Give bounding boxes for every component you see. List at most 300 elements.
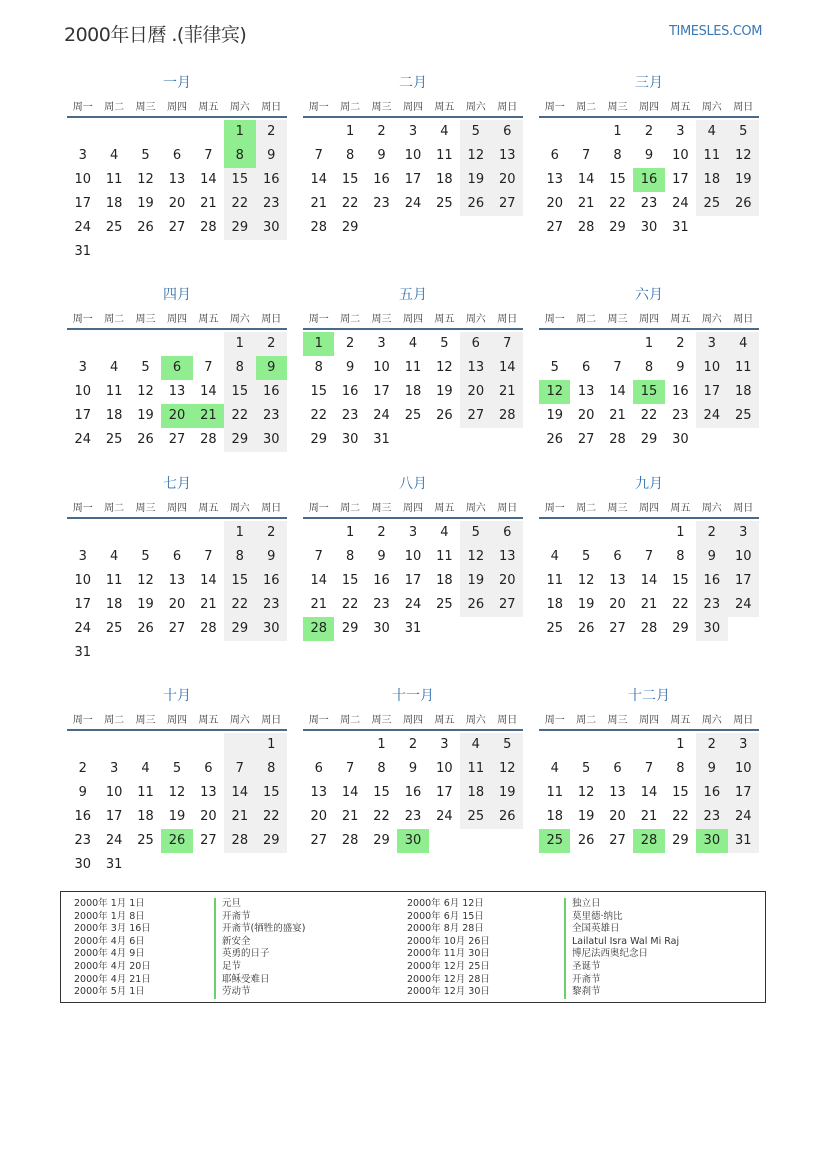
day-cell[interactable]: 5: [581, 549, 591, 564]
day-cell[interactable]: 17: [696, 380, 727, 404]
day-cell[interactable]: 7: [492, 332, 523, 356]
day-cell[interactable]: 8: [377, 761, 386, 776]
day-cell[interactable]: 24: [728, 593, 759, 617]
day-cell[interactable]: 14: [224, 781, 255, 805]
day-cell[interactable]: 26: [728, 192, 759, 216]
holiday-day-cell[interactable]: 8: [224, 144, 255, 168]
day-cell[interactable]: 5: [141, 360, 150, 375]
day-cell[interactable]: 15: [224, 380, 255, 404]
day-cell[interactable]: 19: [546, 408, 563, 423]
holiday-day-cell[interactable]: 28: [633, 829, 664, 853]
day-cell[interactable]: 24: [74, 432, 91, 447]
day-cell[interactable]: 3: [440, 737, 449, 752]
day-cell[interactable]: 10: [404, 549, 422, 564]
day-cell[interactable]: 11: [404, 360, 422, 375]
day-cell[interactable]: 4: [550, 761, 559, 776]
day-cell[interactable]: 28: [492, 404, 523, 428]
day-cell[interactable]: 14: [200, 384, 217, 399]
day-cell[interactable]: 9: [377, 148, 386, 163]
day-cell[interactable]: 28: [200, 220, 217, 235]
day-cell[interactable]: 24: [74, 220, 91, 235]
day-cell[interactable]: 24: [373, 408, 390, 423]
day-cell[interactable]: 11: [137, 785, 154, 800]
day-cell[interactable]: 4: [728, 332, 759, 356]
day-cell[interactable]: 6: [613, 761, 622, 776]
day-cell[interactable]: 16: [696, 781, 727, 805]
day-cell[interactable]: 13: [460, 356, 491, 380]
day-cell[interactable]: 24: [728, 805, 759, 829]
day-cell[interactable]: 5: [460, 120, 491, 144]
day-cell[interactable]: 1: [224, 332, 255, 356]
day-cell[interactable]: 22: [373, 809, 390, 824]
holiday-day-cell[interactable]: 12: [539, 380, 570, 404]
day-cell[interactable]: 29: [341, 621, 359, 636]
day-cell[interactable]: 14: [310, 573, 327, 588]
day-cell[interactable]: 2: [78, 761, 87, 776]
day-cell[interactable]: 21: [577, 196, 595, 211]
day-cell[interactable]: 24: [105, 833, 123, 848]
day-cell[interactable]: 15: [310, 384, 327, 399]
day-cell[interactable]: 30: [341, 432, 359, 447]
day-cell[interactable]: 15: [672, 573, 689, 588]
day-cell[interactable]: 21: [640, 809, 658, 824]
day-cell[interactable]: 25: [105, 621, 123, 636]
day-cell[interactable]: 24: [436, 809, 453, 824]
day-cell[interactable]: 14: [577, 172, 595, 187]
day-cell[interactable]: 3: [408, 124, 418, 139]
day-cell[interactable]: 7: [644, 549, 654, 564]
day-cell[interactable]: 25: [546, 621, 563, 636]
day-cell[interactable]: 21: [492, 380, 523, 404]
day-cell[interactable]: 22: [672, 809, 689, 824]
day-cell[interactable]: 14: [341, 785, 359, 800]
day-cell[interactable]: 30: [672, 432, 689, 447]
day-cell[interactable]: 7: [613, 360, 622, 375]
day-cell[interactable]: 3: [728, 521, 759, 545]
day-cell[interactable]: 4: [440, 124, 449, 139]
day-cell[interactable]: 3: [78, 360, 87, 375]
day-cell[interactable]: 29: [672, 621, 689, 636]
day-cell[interactable]: 17: [404, 172, 422, 187]
day-cell[interactable]: 6: [172, 549, 182, 564]
day-cell[interactable]: 25: [460, 805, 491, 829]
day-cell[interactable]: 26: [137, 432, 154, 447]
day-cell[interactable]: 19: [137, 597, 154, 612]
holiday-day-cell[interactable]: 28: [303, 617, 334, 641]
day-cell[interactable]: 23: [74, 833, 91, 848]
day-cell[interactable]: 9: [696, 545, 727, 569]
day-cell[interactable]: 2: [256, 521, 287, 545]
day-cell[interactable]: 27: [609, 833, 626, 848]
day-cell[interactable]: 24: [74, 621, 91, 636]
day-cell[interactable]: 29: [609, 220, 626, 235]
day-cell[interactable]: 12: [137, 573, 154, 588]
day-cell[interactable]: 10: [672, 148, 689, 163]
day-cell[interactable]: 1: [377, 737, 386, 752]
day-cell[interactable]: 12: [577, 573, 595, 588]
day-cell[interactable]: 28: [224, 829, 255, 853]
day-cell[interactable]: 8: [676, 761, 685, 776]
day-cell[interactable]: 29: [373, 833, 390, 848]
day-cell[interactable]: 9: [78, 785, 87, 800]
day-cell[interactable]: 20: [577, 408, 595, 423]
day-cell[interactable]: 6: [172, 148, 182, 163]
day-cell[interactable]: 13: [492, 545, 523, 569]
day-cell[interactable]: 1: [224, 521, 255, 545]
day-cell[interactable]: 11: [105, 384, 123, 399]
day-cell[interactable]: 26: [436, 408, 453, 423]
day-cell[interactable]: 13: [492, 144, 523, 168]
day-cell[interactable]: 15: [224, 168, 255, 192]
day-cell[interactable]: 2: [696, 521, 727, 545]
day-cell[interactable]: 30: [373, 621, 390, 636]
day-cell[interactable]: 22: [609, 196, 626, 211]
day-cell[interactable]: 31: [74, 645, 91, 660]
day-cell[interactable]: 25: [728, 404, 759, 428]
day-cell[interactable]: 27: [200, 833, 217, 848]
day-cell[interactable]: 5: [728, 120, 759, 144]
day-cell[interactable]: 6: [492, 120, 523, 144]
day-cell[interactable]: 19: [460, 168, 491, 192]
day-cell[interactable]: 24: [404, 597, 422, 612]
day-cell[interactable]: 11: [105, 172, 123, 187]
holiday-day-cell[interactable]: 26: [161, 829, 192, 853]
day-cell[interactable]: 1: [345, 525, 355, 540]
day-cell[interactable]: 9: [256, 144, 287, 168]
day-cell[interactable]: 27: [546, 220, 563, 235]
day-cell[interactable]: 21: [200, 597, 217, 612]
day-cell[interactable]: 23: [672, 408, 689, 423]
day-cell[interactable]: 29: [310, 432, 327, 447]
day-cell[interactable]: 8: [256, 757, 287, 781]
day-cell[interactable]: 21: [640, 597, 658, 612]
day-cell[interactable]: 4: [696, 120, 727, 144]
day-cell[interactable]: 19: [436, 384, 453, 399]
day-cell[interactable]: 28: [200, 621, 217, 636]
day-cell[interactable]: 19: [137, 408, 154, 423]
day-cell[interactable]: 14: [609, 384, 626, 399]
day-cell[interactable]: 20: [168, 597, 186, 612]
day-cell[interactable]: 10: [404, 148, 422, 163]
day-cell[interactable]: 14: [492, 356, 523, 380]
day-cell[interactable]: 20: [200, 809, 217, 824]
day-cell[interactable]: 15: [341, 172, 359, 187]
day-cell[interactable]: 15: [672, 785, 689, 800]
day-cell[interactable]: 5: [141, 549, 150, 564]
day-cell[interactable]: 30: [696, 617, 727, 641]
day-cell[interactable]: 6: [581, 360, 591, 375]
day-cell[interactable]: 29: [640, 432, 658, 447]
day-cell[interactable]: 12: [168, 785, 186, 800]
day-cell[interactable]: 12: [137, 172, 154, 187]
day-cell[interactable]: 30: [74, 857, 91, 872]
day-cell[interactable]: 28: [200, 432, 217, 447]
day-cell[interactable]: 10: [74, 384, 91, 399]
day-cell[interactable]: 5: [550, 360, 559, 375]
holiday-day-cell[interactable]: 6: [161, 356, 192, 380]
day-cell[interactable]: 16: [373, 172, 390, 187]
day-cell[interactable]: 19: [577, 809, 595, 824]
day-cell[interactable]: 19: [137, 196, 154, 211]
day-cell[interactable]: 8: [224, 356, 255, 380]
day-cell[interactable]: 2: [377, 525, 386, 540]
day-cell[interactable]: 23: [404, 809, 422, 824]
day-cell[interactable]: 25: [696, 192, 727, 216]
day-cell[interactable]: 19: [728, 168, 759, 192]
day-cell[interactable]: 11: [105, 573, 123, 588]
day-cell[interactable]: 20: [609, 809, 626, 824]
day-cell[interactable]: 26: [492, 805, 523, 829]
day-cell[interactable]: 17: [74, 196, 91, 211]
day-cell[interactable]: 1: [613, 124, 622, 139]
day-cell[interactable]: 17: [373, 384, 390, 399]
day-cell[interactable]: 16: [256, 380, 287, 404]
day-cell[interactable]: 30: [640, 220, 658, 235]
day-cell[interactable]: 29: [224, 617, 255, 641]
day-cell[interactable]: 15: [373, 785, 390, 800]
day-cell[interactable]: 26: [137, 621, 154, 636]
day-cell[interactable]: 17: [74, 408, 91, 423]
day-cell[interactable]: 6: [550, 148, 559, 163]
day-cell[interactable]: 29: [672, 833, 689, 848]
day-cell[interactable]: 27: [168, 621, 186, 636]
day-cell[interactable]: 10: [696, 356, 727, 380]
site-link[interactable]: TIMESLES.COM: [669, 24, 763, 39]
day-cell[interactable]: 19: [460, 569, 491, 593]
day-cell[interactable]: 21: [310, 597, 327, 612]
day-cell[interactable]: 6: [492, 521, 523, 545]
day-cell[interactable]: 31: [74, 244, 91, 259]
day-cell[interactable]: 2: [408, 737, 418, 752]
day-cell[interactable]: 11: [696, 144, 727, 168]
day-cell[interactable]: 5: [172, 761, 182, 776]
day-cell[interactable]: 14: [200, 172, 217, 187]
day-cell[interactable]: 27: [168, 432, 186, 447]
day-cell[interactable]: 12: [436, 360, 453, 375]
day-cell[interactable]: 3: [696, 332, 727, 356]
day-cell[interactable]: 10: [728, 757, 759, 781]
day-cell[interactable]: 11: [546, 573, 563, 588]
day-cell[interactable]: 18: [137, 809, 154, 824]
day-cell[interactable]: 13: [609, 573, 626, 588]
day-cell[interactable]: 1: [676, 737, 685, 752]
day-cell[interactable]: 8: [613, 148, 622, 163]
holiday-day-cell[interactable]: 25: [539, 829, 570, 853]
day-cell[interactable]: 13: [609, 785, 626, 800]
holiday-day-cell[interactable]: 21: [193, 404, 224, 428]
day-cell[interactable]: 12: [137, 384, 154, 399]
day-cell[interactable]: 5: [141, 148, 150, 163]
day-cell[interactable]: 18: [696, 168, 727, 192]
day-cell[interactable]: 6: [460, 332, 491, 356]
day-cell[interactable]: 5: [440, 336, 449, 351]
day-cell[interactable]: 9: [256, 545, 287, 569]
holiday-day-cell[interactable]: 1: [224, 120, 255, 144]
holiday-day-cell[interactable]: 15: [633, 380, 664, 404]
day-cell[interactable]: 11: [436, 549, 453, 564]
day-cell[interactable]: 9: [377, 549, 386, 564]
day-cell[interactable]: 17: [436, 785, 453, 800]
day-cell[interactable]: 31: [105, 857, 123, 872]
day-cell[interactable]: 4: [141, 761, 150, 776]
day-cell[interactable]: 13: [546, 172, 563, 187]
day-cell[interactable]: 25: [137, 833, 154, 848]
day-cell[interactable]: 10: [436, 761, 453, 776]
day-cell[interactable]: 23: [373, 597, 390, 612]
day-cell[interactable]: 30: [256, 216, 287, 240]
day-cell[interactable]: 23: [256, 192, 287, 216]
day-cell[interactable]: 3: [408, 525, 418, 540]
day-cell[interactable]: 17: [728, 569, 759, 593]
day-cell[interactable]: 12: [460, 545, 491, 569]
day-cell[interactable]: 27: [492, 593, 523, 617]
day-cell[interactable]: 21: [200, 196, 217, 211]
day-cell[interactable]: 8: [345, 549, 355, 564]
day-cell[interactable]: 24: [696, 404, 727, 428]
day-cell[interactable]: 2: [377, 124, 386, 139]
holiday-day-cell[interactable]: 16: [633, 168, 664, 192]
day-cell[interactable]: 25: [105, 432, 123, 447]
day-cell[interactable]: 21: [310, 196, 327, 211]
day-cell[interactable]: 25: [436, 196, 453, 211]
day-cell[interactable]: 10: [74, 573, 91, 588]
day-cell[interactable]: 12: [577, 785, 595, 800]
day-cell[interactable]: 22: [256, 805, 287, 829]
day-cell[interactable]: 27: [310, 833, 327, 848]
day-cell[interactable]: 17: [728, 781, 759, 805]
day-cell[interactable]: 20: [492, 168, 523, 192]
day-cell[interactable]: 6: [613, 549, 622, 564]
day-cell[interactable]: 14: [640, 573, 658, 588]
day-cell[interactable]: 21: [609, 408, 626, 423]
day-cell[interactable]: 16: [373, 573, 390, 588]
day-cell[interactable]: 16: [404, 785, 422, 800]
day-cell[interactable]: 10: [373, 360, 390, 375]
day-cell[interactable]: 7: [314, 148, 323, 163]
day-cell[interactable]: 17: [74, 597, 91, 612]
day-cell[interactable]: 15: [256, 781, 287, 805]
day-cell[interactable]: 29: [256, 829, 287, 853]
day-cell[interactable]: 7: [204, 549, 213, 564]
day-cell[interactable]: 17: [404, 573, 422, 588]
day-cell[interactable]: 17: [672, 172, 689, 187]
day-cell[interactable]: 5: [581, 761, 591, 776]
day-cell[interactable]: 7: [345, 761, 355, 776]
day-cell[interactable]: 16: [256, 168, 287, 192]
day-cell[interactable]: 8: [224, 545, 255, 569]
day-cell[interactable]: 1: [345, 124, 355, 139]
day-cell[interactable]: 2: [345, 336, 355, 351]
day-cell[interactable]: 5: [460, 521, 491, 545]
day-cell[interactable]: 23: [256, 404, 287, 428]
day-cell[interactable]: 26: [577, 833, 595, 848]
day-cell[interactable]: 14: [310, 172, 327, 187]
day-cell[interactable]: 15: [341, 573, 359, 588]
day-cell[interactable]: 24: [404, 196, 422, 211]
day-cell[interactable]: 31: [672, 220, 689, 235]
day-cell[interactable]: 7: [204, 148, 213, 163]
day-cell[interactable]: 22: [341, 597, 359, 612]
day-cell[interactable]: 22: [224, 593, 255, 617]
day-cell[interactable]: 31: [728, 829, 759, 853]
day-cell[interactable]: 3: [676, 124, 685, 139]
day-cell[interactable]: 7: [581, 148, 591, 163]
day-cell[interactable]: 4: [440, 525, 449, 540]
day-cell[interactable]: 20: [310, 809, 327, 824]
day-cell[interactable]: 19: [492, 781, 523, 805]
day-cell[interactable]: 14: [640, 785, 658, 800]
day-cell[interactable]: 1: [676, 525, 685, 540]
day-cell[interactable]: 2: [676, 336, 685, 351]
day-cell[interactable]: 13: [200, 785, 217, 800]
holiday-day-cell[interactable]: 20: [161, 404, 192, 428]
day-cell[interactable]: 7: [644, 761, 654, 776]
day-cell[interactable]: 12: [728, 144, 759, 168]
day-cell[interactable]: 7: [224, 757, 255, 781]
day-cell[interactable]: 12: [492, 757, 523, 781]
day-cell[interactable]: 5: [492, 733, 523, 757]
day-cell[interactable]: 22: [672, 597, 689, 612]
day-cell[interactable]: 27: [577, 432, 595, 447]
day-cell[interactable]: 29: [224, 216, 255, 240]
day-cell[interactable]: 22: [310, 408, 327, 423]
day-cell[interactable]: 23: [696, 593, 727, 617]
day-cell[interactable]: 26: [137, 220, 154, 235]
day-cell[interactable]: 3: [728, 733, 759, 757]
day-cell[interactable]: 27: [492, 192, 523, 216]
day-cell[interactable]: 1: [644, 336, 654, 351]
day-cell[interactable]: 9: [696, 757, 727, 781]
holiday-day-cell[interactable]: 30: [696, 829, 727, 853]
day-cell[interactable]: 14: [200, 573, 217, 588]
day-cell[interactable]: 2: [256, 120, 287, 144]
day-cell[interactable]: 10: [728, 545, 759, 569]
day-cell[interactable]: 20: [546, 196, 563, 211]
day-cell[interactable]: 11: [436, 148, 453, 163]
day-cell[interactable]: 26: [577, 621, 595, 636]
day-cell[interactable]: 13: [168, 384, 186, 399]
day-cell[interactable]: 27: [168, 220, 186, 235]
day-cell[interactable]: 27: [460, 404, 491, 428]
day-cell[interactable]: 25: [404, 408, 422, 423]
day-cell[interactable]: 9: [408, 761, 418, 776]
day-cell[interactable]: 21: [224, 805, 255, 829]
day-cell[interactable]: 29: [341, 220, 359, 235]
day-cell[interactable]: 18: [105, 408, 123, 423]
day-cell[interactable]: 4: [460, 733, 491, 757]
day-cell[interactable]: 16: [696, 569, 727, 593]
day-cell[interactable]: 4: [109, 360, 119, 375]
day-cell[interactable]: 23: [256, 593, 287, 617]
day-cell[interactable]: 17: [105, 809, 123, 824]
day-cell[interactable]: 13: [310, 785, 327, 800]
day-cell[interactable]: 26: [546, 432, 563, 447]
day-cell[interactable]: 23: [640, 196, 658, 211]
day-cell[interactable]: 2: [644, 124, 654, 139]
day-cell[interactable]: 21: [341, 809, 359, 824]
day-cell[interactable]: 31: [404, 621, 422, 636]
day-cell[interactable]: 6: [204, 761, 213, 776]
day-cell[interactable]: 4: [408, 336, 418, 351]
day-cell[interactable]: 18: [460, 781, 491, 805]
day-cell[interactable]: 3: [377, 336, 386, 351]
day-cell[interactable]: 26: [460, 192, 491, 216]
day-cell[interactable]: 18: [546, 809, 563, 824]
day-cell[interactable]: 20: [460, 380, 491, 404]
day-cell[interactable]: 16: [256, 569, 287, 593]
day-cell[interactable]: 28: [310, 220, 327, 235]
day-cell[interactable]: 2: [696, 733, 727, 757]
